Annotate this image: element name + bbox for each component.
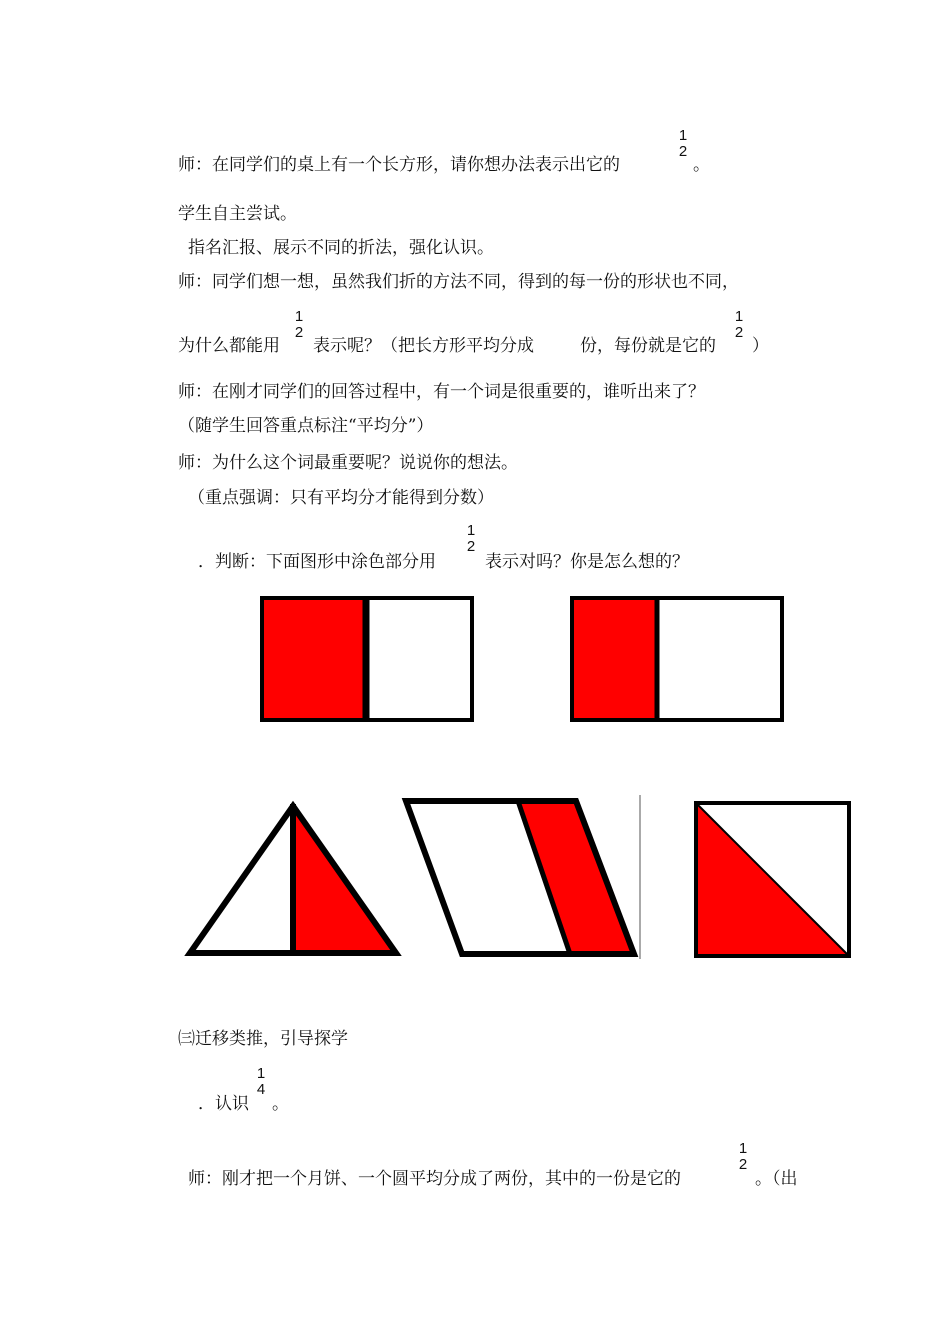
text-line-5b: 表示呢？（把长方形平均分成 [313,336,534,356]
parallelogram-shaded-part [518,801,634,954]
text-line-3: 指名汇报、展示不同的折法，强化认识。 [188,238,494,258]
line1-end: 。 [693,155,710,175]
fraction-half-2: 1 2 [294,308,304,341]
text-line-12a: ．认识 [198,1094,249,1114]
fraction-half-3: 1 2 [734,308,744,341]
text-line-7: （随学生回答重点标注“平均分”） [178,416,434,436]
text-line-5a: 为什么都能用 [178,336,280,356]
text-line-10a: ．判断：下面图形中涂色部分用 [198,552,436,572]
line1-text: 师：在同学们的桌上有一个长方形，请你想办法表示出它的 [178,155,620,175]
rectangle-figure-2 [568,594,788,726]
fraction-half-5: 1 2 [738,1140,748,1173]
text-line-5d: ） [752,336,769,356]
text-line-1 [178,154,620,176]
text-line-5c: 份，每份就是它的 [580,336,716,356]
triangle-figure [182,798,406,962]
section-heading: ㈢迁移类推，引导探学 [178,1029,348,1049]
fraction-half-4: 1 2 [466,522,476,555]
rect1-shaded-part [262,598,366,720]
text-line-13b: 。（出 [755,1169,798,1189]
rectangle-figure-1 [258,594,478,726]
fraction-quarter: 1 4 [256,1065,266,1098]
text-line-12b: 。 [272,1094,289,1114]
parallelogram-figure [400,795,646,963]
text-line-9: （重点强调：只有平均分才能得到分数） [188,488,494,508]
text-line-6: 师：在刚才同学们的回答过程中，有一个词是很重要的，谁听出来了？ [178,382,705,402]
text-line-13a: 师：刚才把一个月饼、一个圆平均分成了两份，其中的一份是它的 [188,1169,681,1189]
text-line-10b: 表示对吗？你是怎么想的？ [485,552,689,572]
square-figure [692,799,854,961]
rect2-shaded-part [572,598,656,720]
text-line-8: 师：为什么这个词最重要呢？说说你的想法。 [178,453,518,473]
fraction-half-1: 1 2 [678,127,688,160]
text-line-2: 学生自主尝试。 [178,204,297,224]
text-line-4: 师：同学们想一想，虽然我们折的方法不同，得到的每一份的形状也不同， [178,272,739,292]
